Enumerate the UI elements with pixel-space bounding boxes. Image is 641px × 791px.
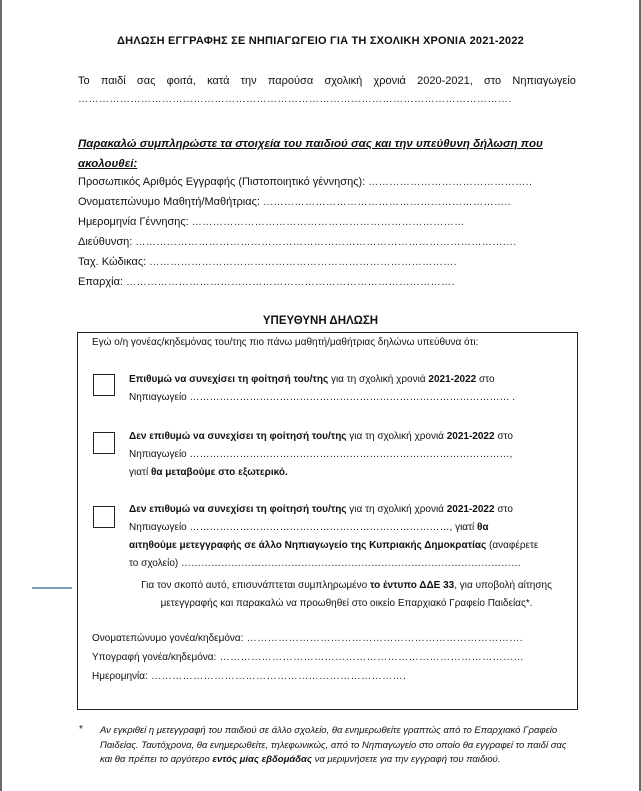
fill-dots: ……………………………………………………………………. <box>243 633 524 644</box>
option-text: στο <box>494 431 513 442</box>
fill-dots: ……………………………………………………………………………. <box>149 257 458 268</box>
field-birth-date[interactable] <box>78 216 465 228</box>
field-label: Προσωπικός Αριθμός Εγγραφής (Πιστοποιητικό γέννησης): <box>78 176 366 188</box>
option-bold-text: Επιθυμώ να συνεχίσει τη φοίτησή του/της <box>129 374 329 385</box>
school-year: 2021-2022 <box>446 431 495 442</box>
intro-word: σας <box>136 75 156 87</box>
option-abroad-checkbox[interactable] <box>93 432 115 454</box>
margin-mark <box>32 587 72 589</box>
option-bold-text: θα <box>477 522 489 533</box>
fill-dots: …………………………………………………………………… <box>191 217 465 228</box>
intro-word: την <box>240 75 257 87</box>
footnote-part: να μεριμνήσετε για την εγγραφή του παιδιού. <box>311 754 501 765</box>
declaration-intro: Εγώ ο/η γονέας/κηδεμόνας του/της πιο πάνω μαθητή/μαθήτριας δηλώνω υπεύθυνα ότι: <box>92 337 479 348</box>
intro-word: στο <box>484 75 502 87</box>
fill-dots: ……………………………………….. <box>368 177 533 188</box>
field-date[interactable] <box>92 671 406 682</box>
option-abroad-line1 <box>129 431 513 442</box>
field-label: Υπογραφή γονέα/κηδεμόνα: <box>92 652 217 663</box>
field-label: Ημερομηνία Γέννησης: <box>78 216 189 228</box>
field-address[interactable] <box>78 236 517 248</box>
fill-dots: ……………………………………………………………………………………………………………. <box>78 94 512 105</box>
footnote-part: Αν εγκριθεί η μετεγγραφή του παιδιού σε άλλο σχολείο, θα ενημερωθείτε γραπτώς από το Επαρχιακό Γραφείο Παιδείας. Ταυτόχρονα, θα ενημερωθείτε, τηλεφωνικώς, από το Νηπιαγωγείο στο οποίο θα εγγραφεί το παιδί σας και θα πρέπει το αργότερο <box>100 725 567 765</box>
option-text: για τη σχολική χρονιά <box>346 504 447 515</box>
field-label: Ονοματεπώνυμο Μαθητή/Μαθήτριας: <box>78 196 260 208</box>
option-transfer-line2[interactable] <box>129 522 489 533</box>
kindergarten-name-line[interactable] <box>78 94 512 105</box>
intro-word: κατά <box>207 75 230 87</box>
option-abroad-line2[interactable]: Νηπιαγωγείο ……………………………………………………………………………………, <box>129 449 513 460</box>
field-guardian-signature[interactable] <box>92 652 524 663</box>
intro-word: παρούσα <box>267 75 314 87</box>
school-year: 2021-2022 <box>428 374 477 385</box>
option-continue-checkbox[interactable] <box>93 374 115 396</box>
field-postal-code[interactable] <box>78 256 457 268</box>
document-title: ΔΗΛΩΣΗ ΕΓΓΡΑΦΗΣ ΣΕ ΝΗΠΙΑΓΩΓΕΙΟ ΓΙΑ ΤΗ ΣΧΟΛΙΚΗ ΧΡΟΝΙΑ 2021-2022 <box>117 35 524 47</box>
fill-dots: …………………………………………………………………………… <box>216 652 525 663</box>
option-text: στο <box>494 504 513 515</box>
field-label: Ονοματεπώνυμο γονέα/κηδεμόνα: <box>92 633 244 644</box>
option-text: γιατί <box>129 467 151 478</box>
option-continue-line1 <box>129 374 495 385</box>
note-text: Για τον σκοπό αυτό, επισυνάπτεται συμπληρωμένο <box>141 580 370 591</box>
field-registration-number[interactable] <box>78 176 532 188</box>
fill-dots: ………………………………………………………………. <box>147 671 407 682</box>
declaration-title: ΥΠΕΥΘΥΝΗ ΔΗΛΩΣΗ <box>262 315 379 327</box>
option-transfer-line3 <box>129 540 538 551</box>
option-text: για τη σχολική χρονιά <box>346 431 447 442</box>
instructions-heading: Παρακαλώ συμπληρώστε τα στοιχεία του παιδιού σας και την υπεύθυνη δήλωση που ακολουθεί: <box>78 138 543 170</box>
field-label: Ημερομηνία: <box>92 671 148 682</box>
fill-dots: ………………………………………………………………………………………………. <box>135 237 517 248</box>
footnote-emphasis: εντός μίας εβδομάδας <box>212 754 312 765</box>
form-reference: το έντυπο ΔΔΕ 33 <box>369 580 455 591</box>
field-label: Ταχ. Κώδικας: <box>78 256 147 268</box>
footnote-marker: * <box>79 724 83 735</box>
intro-word: χρονιά <box>373 75 406 87</box>
option-text: (αναφέρετε <box>486 540 539 551</box>
option-text: για τη σχολική χρονιά <box>328 374 429 385</box>
intro-word: Το <box>78 75 90 87</box>
intro-word: Νηπιαγωγείο <box>512 75 576 87</box>
footnote-text <box>100 724 578 768</box>
field-label: Διεύθυνση: <box>78 236 133 248</box>
field-student-name[interactable] <box>78 196 511 208</box>
intro-word: φοιτά, <box>166 75 196 87</box>
option-transfer-line4[interactable]: το σχολείο) ………………………………………………………………………………………… <box>129 558 522 569</box>
field-label: Επαρχία: <box>78 276 124 288</box>
field-district[interactable] <box>78 276 455 288</box>
fill-dots: …………………………………………………………………………………. <box>126 277 455 288</box>
option-bold-text: Δεν επιθυμώ να συνεχίσει τη φοίτησή του/της <box>129 504 347 515</box>
intro-word: παιδί <box>100 75 126 87</box>
note-text: , για υποβολή αίτησης μετεγγραφής και παρακαλώ να προωθηθεί στο οικείο Επαρχιακό Γραφείο Παιδείας*. <box>160 580 552 609</box>
option-bold-text: αιτηθούμε μετεγγραφής σε άλλο Νηπιαγωγείο της Κυπριακής Δημοκρατίας <box>129 540 487 551</box>
option-text: στο <box>476 374 495 385</box>
option-abroad-line3 <box>129 467 288 478</box>
intro-word: σχολική <box>324 75 363 87</box>
option-bold-text: Δεν επιθυμώ να συνεχίσει τη φοίτησή του/της <box>129 431 347 442</box>
option-transfer-line1 <box>129 504 513 515</box>
intro-sentence <box>78 75 576 87</box>
option-transfer-checkbox[interactable] <box>93 506 115 528</box>
option-text: Νηπιαγωγείο ……………………………………………………………………, γιατί <box>129 522 478 533</box>
school-year: 2021-2022 <box>446 504 495 515</box>
option-bold-text: θα μεταβούμε στο εξωτερικό. <box>150 467 288 478</box>
option-continue-line2[interactable]: Νηπιαγωγείο …………………………………………………………………………………… . <box>129 392 516 403</box>
fill-dots: …………………………………………………………….. <box>263 197 512 208</box>
field-guardian-name[interactable] <box>92 633 523 644</box>
transfer-note <box>129 577 564 613</box>
intro-word: 2020-2021, <box>417 75 473 87</box>
